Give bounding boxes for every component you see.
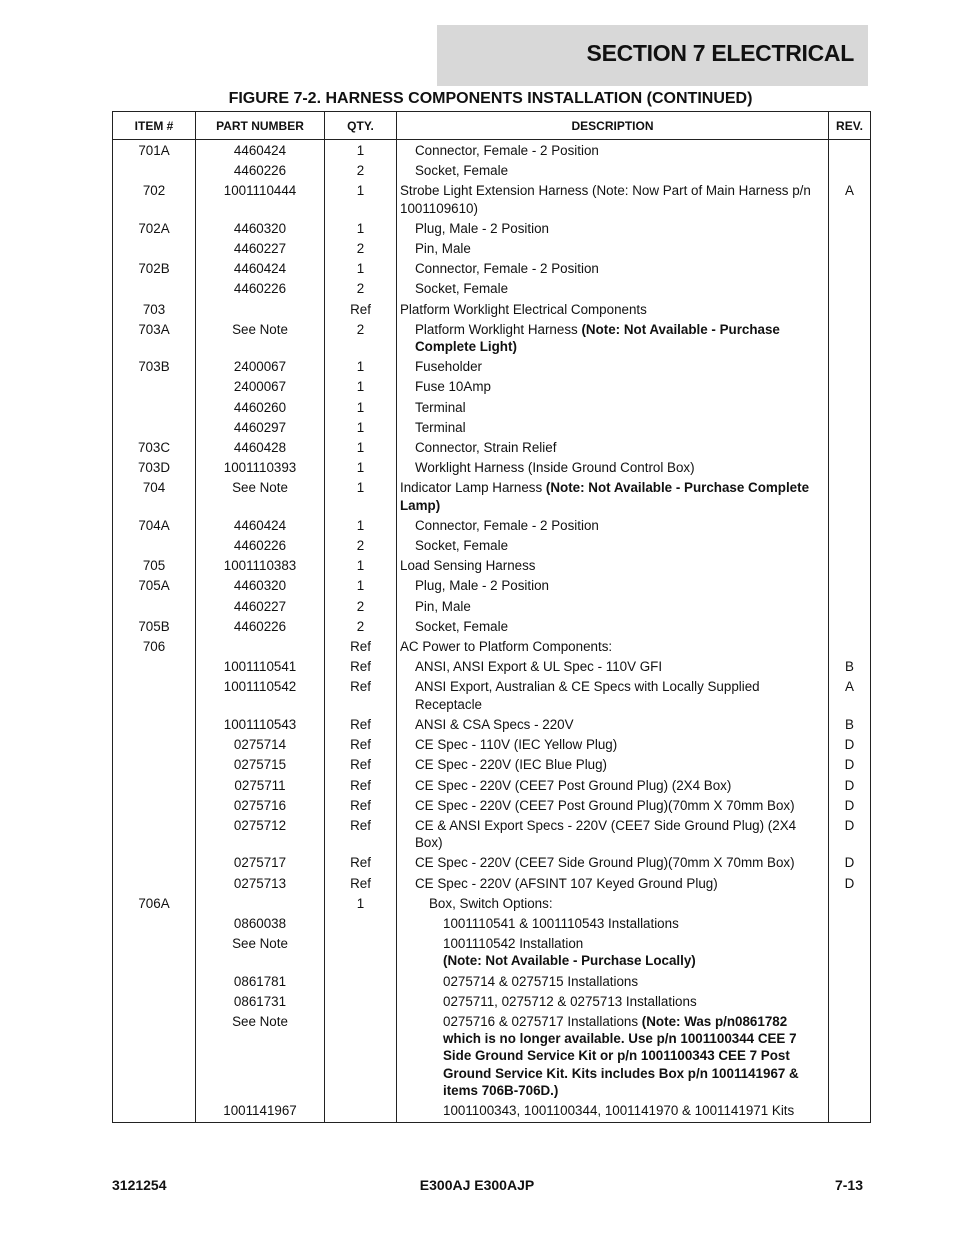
rev-cell [829,575,871,595]
footer-page-number: 7-13 [834,1177,863,1193]
table-row [113,1011,871,1100]
rev-cell [829,437,871,457]
rev-cell: B [829,714,871,734]
qty-cell [325,933,397,970]
qty-cell: 1 [325,477,397,514]
table-row [113,575,871,595]
table-row [113,160,871,180]
description-text: ANSI Export, Australian & CE Specs with Locally Supplied Receptacle [415,679,760,712]
description-text: Plug, Male - 2 Position [415,220,549,236]
part-number-cell: See Note [196,933,325,970]
rev-cell [829,278,871,298]
description-cell [397,535,829,555]
table-row [113,775,871,795]
qty-cell: Ref [325,795,397,815]
item-number-cell: 702B [113,258,196,278]
table-row [113,319,871,356]
part-number-cell: 4460424 [196,515,325,535]
description-cell [397,616,829,636]
description-text: Worklight Harness (Inside Ground Control Box) [415,460,695,476]
rev-cell [829,596,871,616]
table-row [113,356,871,376]
part-number-cell: 4460226 [196,616,325,636]
rev-cell [829,376,871,396]
rev-cell [829,477,871,514]
table-row [113,991,871,1011]
item-number-cell [113,278,196,298]
qty-cell: 1 [325,356,397,376]
description-cell [397,1100,829,1123]
rev-cell [829,238,871,258]
description-text: CE Spec - 220V (CEE7 Post Ground Plug) (2X4 Box) [415,777,732,793]
part-number-cell: 4460227 [196,596,325,616]
qty-cell: 1 [325,575,397,595]
qty-cell: Ref [325,775,397,795]
footer-doc-number: 3121254 [112,1177,167,1193]
description-cell [397,160,829,180]
description-text: 0275711, 0275712 & 0275713 Installations [443,993,697,1009]
description-text: Terminal [415,419,466,435]
rev-cell [829,299,871,319]
part-number-cell: 0275714 [196,734,325,754]
description-text: 1001110542 Installation [443,936,584,952]
part-number-cell: 4460320 [196,575,325,595]
section-title: SECTION 7 ELECTRICAL [586,40,854,66]
part-number-cell: 0861781 [196,971,325,991]
table-row [113,815,871,852]
qty-cell: 1 [325,218,397,238]
description-cell [397,775,829,795]
item-number-cell [113,754,196,774]
part-number-cell: 0275712 [196,815,325,852]
description-text: ANSI & CSA Specs - 220V [415,716,574,732]
qty-cell: 2 [325,238,397,258]
rev-cell: D [829,873,871,893]
rev-cell [829,319,871,356]
description-cell [397,376,829,396]
description-cell [397,299,829,319]
description-cell [397,734,829,754]
rev-cell: D [829,754,871,774]
item-number-cell [113,376,196,396]
qty-cell [325,1100,397,1123]
item-number-cell: 703A [113,319,196,356]
qty-cell: Ref [325,815,397,852]
footer-model: E300AJ E300AJP [419,1177,535,1193]
part-number-cell: 1001110541 [196,656,325,676]
qty-cell: Ref [325,852,397,872]
part-number-cell: 4460297 [196,417,325,437]
part-number-cell [196,636,325,656]
figure-title: FIGURE 7-2. HARNESS COMPONENTS INSTALLATION (CONTINUED) [228,90,753,107]
description-text: CE Spec - 220V (CEE7 Side Ground Plug)(70mm X 70mm Box) [415,855,795,871]
part-number-cell: 4460226 [196,278,325,298]
column-header-item: ITEM # [113,112,196,140]
description-cell [397,933,829,970]
description-cell [397,656,829,676]
description-text: Socket, Female [415,618,509,634]
rev-cell: A [829,180,871,217]
description-cell [397,457,829,477]
column-header-qty: QTY. [325,112,397,140]
table-row [113,656,871,676]
table-row [113,971,871,991]
item-number-cell [113,933,196,970]
item-number-cell [113,596,196,616]
section-banner [437,25,868,86]
table-row [113,258,871,278]
item-number-cell [113,535,196,555]
description-cell [397,913,829,933]
description-cell [397,714,829,734]
item-number-cell [113,1100,196,1123]
rev-cell [829,616,871,636]
table-row [113,140,871,161]
part-number-cell: 1001110542 [196,676,325,713]
table-row [113,795,871,815]
table-row [113,913,871,933]
rev-cell: A [829,676,871,713]
description-cell [397,991,829,1011]
column-header-description: DESCRIPTION [397,112,829,140]
rev-cell [829,140,871,161]
table-row [113,754,871,774]
qty-cell: 2 [325,616,397,636]
description-text: Strobe Light Extension Harness (Note: Now Part of Main Harness p/n 1001109610) [400,183,811,216]
part-number-cell: See Note [196,1011,325,1100]
item-number-cell [113,397,196,417]
qty-cell: 1 [325,515,397,535]
description-cell [397,515,829,535]
part-number-cell: 1001110383 [196,555,325,575]
table-header-row [113,112,871,140]
part-number-cell: 4460428 [196,437,325,457]
description-text: Platform Worklight Harness [415,321,582,337]
table-row [113,376,871,396]
qty-cell: 1 [325,457,397,477]
description-cell [397,319,829,356]
description-text: Pin, Male [415,598,471,614]
parts-table [112,111,871,1123]
item-number-cell [113,238,196,258]
part-number-cell: 2400067 [196,376,325,396]
table-row [113,238,871,258]
qty-cell: 2 [325,535,397,555]
item-number-cell [113,1011,196,1100]
rev-cell [829,535,871,555]
item-number-cell [113,971,196,991]
qty-cell: Ref [325,754,397,774]
part-number-cell: 4460260 [196,397,325,417]
qty-cell: Ref [325,873,397,893]
rev-cell [829,971,871,991]
description-cell [397,596,829,616]
description-text: Pin, Male [415,241,471,257]
description-text: 0275716 & 0275717 Installations [443,1013,642,1029]
item-number-cell: 705A [113,575,196,595]
description-cell [397,397,829,417]
qty-cell: 1 [325,397,397,417]
description-text: Connector, Strain Relief [415,440,557,456]
rev-cell [829,397,871,417]
rev-cell [829,258,871,278]
description-cell [397,356,829,376]
description-text: Platform Worklight Electrical Components [400,301,647,317]
table-row [113,596,871,616]
description-text: Connector, Female - 2 Position [415,143,599,158]
description-cell [397,1011,829,1100]
description-text: Indicator Lamp Harness [400,480,546,496]
rev-cell [829,893,871,913]
item-number-cell [113,734,196,754]
column-header-part-number: PART NUMBER [196,112,325,140]
item-number-cell [113,913,196,933]
table-row [113,218,871,238]
qty-cell: Ref [325,734,397,754]
description-cell [397,852,829,872]
item-number-cell [113,656,196,676]
description-note: (Note: Not Available - Purchase Locally) [443,953,696,969]
description-note: (Note: Was p/n0861782 which is no longer available. Use p/n 1001100344 CEE 7 Side Ground Service Kit or p/n 1001100343 CEE 7 Post Ground Service Kit. Kits includes Box p/n 1001141967 & items 706B-706D.) [443,1013,799,1098]
description-cell [397,815,829,852]
part-number-cell: 0275711 [196,775,325,795]
part-number-cell [196,299,325,319]
description-cell [397,795,829,815]
description-cell [397,218,829,238]
description-note: (Note: Not Available - Purchase Complete Light) [415,321,780,355]
description-cell [397,258,829,278]
description-note: (Note: Not Available - Purchase Complete Lamp) [400,480,810,513]
item-number-cell: 705 [113,555,196,575]
part-number-cell: 4460424 [196,140,325,161]
rev-cell: D [829,734,871,754]
rev-cell: D [829,775,871,795]
table-row [113,457,871,477]
part-number-cell: 0860038 [196,913,325,933]
qty-cell: 2 [325,319,397,356]
rev-cell: D [829,852,871,872]
part-number-cell: 0275715 [196,754,325,774]
part-number-cell: 0861731 [196,991,325,1011]
description-cell [397,238,829,258]
table-row [113,535,871,555]
table-row [113,636,871,656]
table-row [113,893,871,913]
item-number-cell [113,795,196,815]
description-cell [397,417,829,437]
table-row [113,278,871,298]
item-number-cell [113,873,196,893]
parts-table-body [113,140,871,1123]
table-row [113,676,871,713]
table-row [113,616,871,636]
part-number-cell: 1001110444 [196,180,325,217]
table-row [113,477,871,514]
part-number-cell: 0275716 [196,795,325,815]
description-text: 1001110541 & 1001110543 Installations [443,915,679,931]
item-number-cell [113,991,196,1011]
part-number-cell: 2400067 [196,356,325,376]
qty-cell: Ref [325,636,397,656]
part-number-cell: 1001141967 [196,1100,325,1123]
item-number-cell [113,417,196,437]
part-number-cell: 0275713 [196,873,325,893]
table-row [113,397,871,417]
item-number-cell: 703D [113,457,196,477]
table-row [113,515,871,535]
description-text: Connector, Female - 2 Position [415,517,599,533]
qty-cell: 1 [325,376,397,396]
description-text: ANSI, ANSI Export & UL Spec - 110V GFI [415,659,663,675]
description-text: 1001100343, 1001100344, 1001141970 & 1001141971 Kits [443,1102,795,1118]
rev-cell [829,913,871,933]
item-number-cell [113,852,196,872]
part-number-cell: 1001110393 [196,457,325,477]
item-number-cell: 703C [113,437,196,457]
item-number-cell: 703 [113,299,196,319]
qty-cell: 1 [325,417,397,437]
qty-cell: Ref [325,299,397,319]
part-number-cell: 1001110543 [196,714,325,734]
table-row [113,873,871,893]
qty-cell [325,971,397,991]
qty-cell: 2 [325,160,397,180]
table-row [113,1100,871,1123]
description-text: Box, Switch Options: [429,895,553,911]
item-number-cell: 705B [113,616,196,636]
description-cell [397,971,829,991]
qty-cell [325,1011,397,1100]
table-row [113,714,871,734]
qty-cell: 1 [325,180,397,217]
table-row [113,852,871,872]
part-number-cell: 0275717 [196,852,325,872]
qty-cell [325,991,397,1011]
part-number-cell: 4460226 [196,160,325,180]
rev-cell [829,933,871,970]
part-number-cell [196,893,325,913]
rev-cell [829,515,871,535]
item-number-cell: 701A [113,140,196,161]
description-text: Load Sensing Harness [400,558,536,574]
rev-cell: D [829,815,871,852]
rev-cell [829,417,871,437]
description-text: Fuseholder [415,359,482,375]
rev-cell [829,356,871,376]
table-row [113,299,871,319]
rev-cell: B [829,656,871,676]
description-cell [397,676,829,713]
description-cell [397,140,829,161]
part-number-cell: 4460320 [196,218,325,238]
part-number-cell: 4460226 [196,535,325,555]
rev-cell [829,218,871,238]
description-text: Socket, Female [415,538,509,554]
description-text: CE Spec - 110V (IEC Yellow Plug) [415,737,618,753]
description-text: 0275714 & 0275715 Installations [443,973,639,989]
rev-cell [829,991,871,1011]
description-text: CE Spec - 220V (CEE7 Post Ground Plug)(70mm X 70mm Box) [415,797,795,813]
description-cell [397,754,829,774]
qty-cell: 1 [325,893,397,913]
table-row [113,734,871,754]
rev-cell [829,1011,871,1100]
table-row [113,417,871,437]
qty-cell: 2 [325,596,397,616]
part-number-cell: See Note [196,319,325,356]
part-number-cell: See Note [196,477,325,514]
description-cell [397,278,829,298]
part-number-cell: 4460227 [196,238,325,258]
rev-cell: D [829,795,871,815]
rev-cell [829,160,871,180]
description-cell [397,575,829,595]
description-cell [397,180,829,217]
qty-cell: 2 [325,278,397,298]
table-row [113,180,871,217]
rev-cell [829,636,871,656]
qty-cell: 1 [325,437,397,457]
item-number-cell: 704 [113,477,196,514]
description-text: Socket, Female [415,281,509,297]
description-text: Socket, Female [415,163,509,179]
table-row [113,933,871,970]
item-number-cell [113,775,196,795]
qty-cell: 1 [325,555,397,575]
part-number-cell: 4460424 [196,258,325,278]
description-text: CE & ANSI Export Specs - 220V (CEE7 Side Ground Plug) (2X4 Box) [415,817,797,851]
item-number-cell: 702A [113,218,196,238]
description-cell [397,873,829,893]
item-number-cell: 706A [113,893,196,913]
item-number-cell [113,714,196,734]
item-number-cell [113,676,196,713]
rev-cell [829,457,871,477]
description-cell [397,893,829,913]
description-cell [397,636,829,656]
qty-cell: 1 [325,258,397,278]
table-row [113,555,871,575]
item-number-cell [113,160,196,180]
table-row [113,437,871,457]
qty-cell [325,913,397,933]
item-number-cell: 703B [113,356,196,376]
qty-cell: Ref [325,714,397,734]
rev-cell [829,1100,871,1123]
description-text: AC Power to Platform Components: [400,639,613,655]
qty-cell: Ref [325,656,397,676]
description-cell [397,555,829,575]
description-text: Terminal [415,399,466,415]
description-cell [397,437,829,457]
item-number-cell: 706 [113,636,196,656]
description-text: CE Spec - 220V (IEC Blue Plug) [415,757,608,773]
description-text: CE Spec - 220V (AFSINT 107 Keyed Ground Plug) [415,875,718,891]
description-text: Fuse 10Amp [415,379,491,395]
qty-cell: 1 [325,140,397,161]
column-header-rev: REV. [829,112,871,140]
description-cell [397,477,829,514]
qty-cell: Ref [325,676,397,713]
item-number-cell [113,815,196,852]
description-text: Plug, Male - 2 Position [415,578,549,594]
description-text: Connector, Female - 2 Position [415,261,599,277]
rev-cell [829,555,871,575]
item-number-cell: 704A [113,515,196,535]
item-number-cell: 702 [113,180,196,217]
